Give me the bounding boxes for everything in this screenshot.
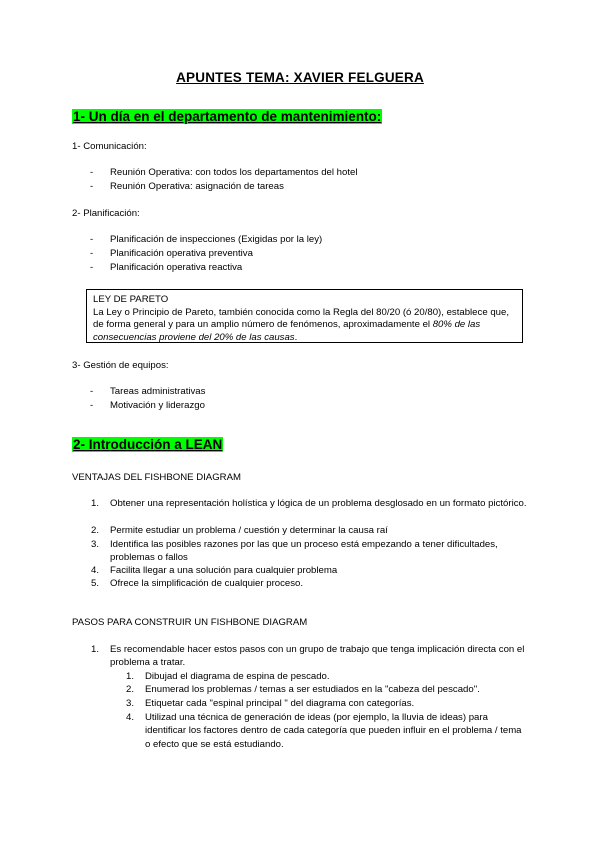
gestion-item-1-text: Tareas administrativas	[110, 386, 206, 397]
section2-heading-text: 2- Introducción a LEAN	[73, 437, 223, 452]
pasos-intro	[91, 643, 530, 670]
pareto-text-end: .	[294, 331, 298, 343]
bullet-dash: -	[90, 234, 94, 245]
pareto-text	[93, 307, 516, 345]
ventajas-item-1-text: Obtener una representación holística y lógica de un problema desglosado en un formato pictórico.	[110, 498, 527, 509]
ventajas-item-2-text: Permite estudiar un problema / cuestión y determinar la causa raí	[110, 525, 388, 536]
bullet-dash: -	[90, 400, 94, 411]
pasos-item-1	[126, 670, 525, 683]
comunicacion-item-2-text: Reunión Operativa: asignación de tareas	[110, 181, 284, 192]
pasos-item-4	[126, 711, 525, 751]
pareto-box	[86, 289, 523, 343]
ventajas-item-5-text: Ofrece la simplificación de cualquier proceso.	[110, 578, 304, 589]
comunicacion-item-1-text: Reunión Operativa: con todos los departamentos del hotel	[110, 167, 358, 178]
planificacion-item-1	[90, 233, 323, 246]
planificacion-label: 2- Planificación:	[72, 208, 140, 219]
planificacion-item-2-text: Planificación operativa preventiva	[110, 248, 253, 259]
page-title: APUNTES TEMA: XAVIER FELGUERA	[176, 70, 424, 85]
pareto-text-normal: La Ley o Principio de Pareto, también conocida como la Regla del 80/20 (ó 20/80), establece que, de forma general y para un amplio número de fenómenos, aproximadamente el	[93, 306, 509, 330]
gestion-item-2-text: Motivación y liderazgo	[110, 400, 205, 411]
ventajas-item-1	[91, 497, 530, 510]
planificacion-item-3	[90, 261, 243, 274]
pasos-intro-text: Es recomendable hacer estos pasos con un grupo de trabajo que tenga implicación directa con el problema a tratar.	[110, 644, 525, 669]
bullet-dash: -	[90, 262, 94, 273]
pasos-intro-num: 1.	[91, 644, 100, 655]
pasos-item-1-text: Dibujad el diagrama de espina de pescado.	[145, 671, 330, 682]
comunicacion-label: 1- Comunicación:	[72, 141, 147, 152]
ventajas-item-5-num: 5.	[91, 578, 100, 589]
bullet-dash: -	[90, 248, 94, 259]
pareto-title: LEY DE PARETO	[93, 294, 169, 305]
pareto-text-italic: 80% de las consecuencias proviene del 20% de las causas	[93, 319, 481, 343]
ventajas-item-4	[91, 564, 530, 577]
pasos-item-2-text: Enumerad los problemas / temas a ser estudiados en la "cabeza del pescado".	[145, 684, 480, 695]
section1-heading	[72, 108, 382, 126]
ventajas-item-1-num: 1.	[91, 498, 100, 509]
comunicacion-item-1	[90, 166, 358, 179]
ventajas-item-4-text: Facilita llegar a una solución para cualquier problema	[110, 565, 338, 576]
gestion-label: 3- Gestión de equipos:	[72, 360, 169, 371]
ventajas-item-2-num: 2.	[91, 525, 100, 536]
pasos-item-4-text: Utilizad una técnica de generación de ideas (por ejemplo, la lluvia de ideas) para identificar los factores dentro de cada categoría que pueden influir en el problema / tema o efecto que se está estudiando.	[145, 712, 522, 750]
gestion-item-2	[90, 399, 205, 412]
gestion-item-1	[90, 385, 206, 398]
ventajas-item-3-text: Identifica las posibles razones por las que un proceso está empezando a tener dificultades, problemas o fallos	[110, 539, 498, 564]
section2-heading	[72, 436, 223, 454]
comunicacion-item-2	[90, 180, 284, 193]
ventajas-item-5	[91, 577, 530, 590]
ventajas-item-4-num: 4.	[91, 565, 100, 576]
pasos-label: PASOS PARA CONSTRUIR UN FISHBONE DIAGRAM	[72, 617, 308, 628]
bullet-dash: -	[90, 181, 94, 192]
section1-heading-text: 1- Un día en el departamento de mantenimiento:	[73, 109, 382, 124]
pasos-item-2-num: 2.	[126, 684, 135, 695]
pasos-item-3-text: Etiquetar cada "espinal principal " del diagrama con categorías.	[145, 698, 415, 709]
bullet-dash: -	[90, 386, 94, 397]
pasos-item-1-num: 1.	[126, 671, 135, 682]
bullet-dash: -	[90, 167, 94, 178]
pasos-item-2	[126, 683, 525, 696]
ventajas-item-3	[91, 538, 530, 565]
planificacion-item-1-text: Planificación de inspecciones (Exigidas por la ley)	[110, 234, 323, 245]
planificacion-item-2	[90, 247, 253, 260]
ventajas-item-2	[91, 524, 530, 537]
pasos-item-3-num: 3.	[126, 698, 135, 709]
planificacion-item-3-text: Planificación operativa reactiva	[110, 262, 243, 273]
ventajas-label: VENTAJAS DEL FISHBONE DIAGRAM	[72, 472, 241, 483]
ventajas-item-3-num: 3.	[91, 539, 100, 550]
pasos-item-4-num: 4.	[126, 712, 135, 723]
pasos-item-3	[126, 697, 525, 710]
